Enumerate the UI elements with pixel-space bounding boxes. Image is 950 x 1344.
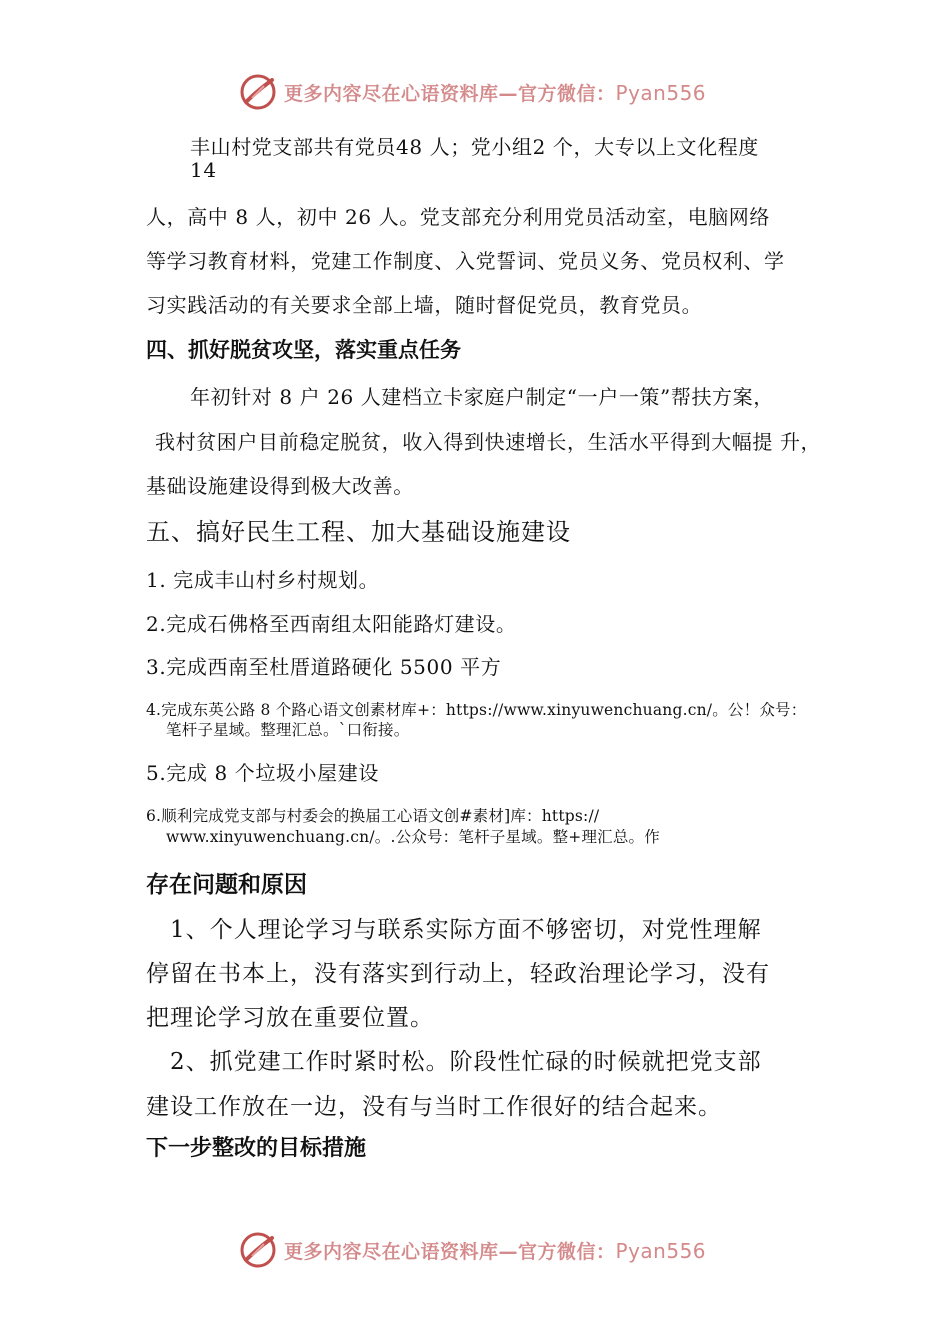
list-item: 3.完成西南至杜厝道路硬化 5500 平方 (146, 655, 502, 679)
watermark-top (238, 72, 706, 112)
list-item: 2.完成石佛格至西南组太阳能路灯建设。 (146, 612, 517, 636)
watermark-bottom (238, 1230, 706, 1270)
body-line: 习实践活动的有关要求全部上墙，随时督促党员，教育党员。 (146, 293, 703, 317)
body-line: 14 (190, 158, 217, 182)
body-line: 人，高中 8 人，初中 26 人。党支部充分利用党员活动室，电脑网络 (146, 205, 771, 229)
section-heading: 下一步整改的目标措施 (146, 1136, 367, 1161)
body-line: 等学习教育材料，党建工作制度、入党誓词、党员义务、党员权利、学 (146, 249, 785, 273)
watermark-handle: Pyan556 (615, 1238, 707, 1263)
list-item: 6.顺利完成党支部与村委会的换届工心语文创#素材]库：https:// (146, 807, 600, 825)
list-item: 4.完成东英公路 8 个路心语文创素材库+：https://www.xinyuwenchuang.cn/。公！众号： (146, 701, 807, 719)
body-line: 我村贫困户目前稳定脱贫，收入得到快速增长，生活水平得到大幅提 升， (155, 430, 822, 454)
brush-logo-icon (238, 1230, 278, 1270)
body-line: 丰山村党支部共有党员48 人；党小组2 个，大专以上文化程度 (190, 135, 759, 159)
body-line: 基础设施建设得到极大改善。 (146, 474, 414, 498)
watermark-text: 更多内容尽在心语资料库—官方微信： (284, 82, 616, 105)
brush-logo-icon (238, 72, 278, 112)
body-line: 建设工作放在一边，没有与当时工作很好的结合起来。 (146, 1094, 722, 1120)
section-heading: 存在问题和原因 (146, 872, 307, 898)
list-item-continuation: 笔杆子星域。整理汇总。`口衔接。 (166, 721, 410, 739)
body-line: 1、个人理论学习与联系实际方面不够密切，对党性理解 (170, 917, 762, 943)
section-heading: 四、抓好脱贫攻坚，落实重点任务 (146, 338, 461, 362)
list-item: 5.完成 8 个垃圾小屋建设 (146, 761, 379, 785)
list-item: 1. 完成丰山村乡村规划。 (146, 568, 380, 592)
watermark-text: 更多内容尽在心语资料库—官方微信： (284, 1240, 616, 1263)
body-line: 把理论学习放在重要位置。 (146, 1005, 434, 1031)
body-line: 年初针对 8 户 26 人建档立卡家庭户制定“一户一策”帮扶方案， (190, 385, 774, 409)
body-line: 停留在书本上，没有落实到行动上，轻政治理论学习，没有 (146, 961, 770, 987)
body-line: 2、抓党建工作时紧时松。阶段性忙碌的时候就把党支部 (170, 1049, 762, 1075)
watermark-handle: Pyan556 (615, 80, 707, 105)
section-heading: 五、搞好民生工程、加大基础设施建设 (146, 518, 571, 546)
list-item-continuation: www.xinyuwenchuang.cn/。.公众号：笔杆子星域。整+理汇总。作 (166, 828, 660, 846)
